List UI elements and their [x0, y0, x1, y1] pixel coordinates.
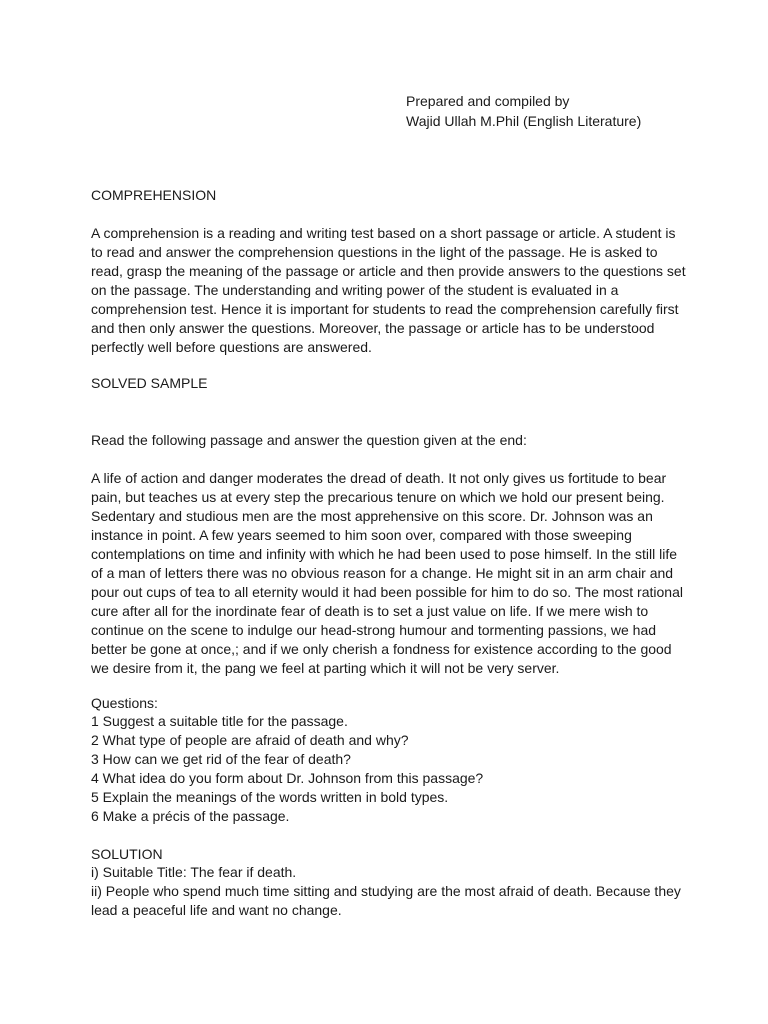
prepared-by-line: Prepared and compiled by — [406, 93, 570, 109]
questions-heading: Questions: — [91, 695, 158, 711]
paragraph-line: to read and answer the comprehension questions in the light of the passage. He is asked to — [91, 244, 658, 260]
question-item: 6 Make a précis of the passage. — [91, 808, 290, 824]
passage-line: Sedentary and studious men are the most apprehensive on this score. Dr. Johnson was an — [91, 508, 653, 524]
paragraph-line: and then only answer the questions. Moreover, the passage or article has to be understood — [91, 320, 655, 336]
solution-line: ii) People who spend much time sitting and studying are the most afraid of death. Because they — [91, 883, 681, 899]
passage-paragraph — [91, 469, 691, 678]
paragraph-line: perfectly well before questions are answered. — [91, 339, 372, 355]
solution-heading: SOLUTION — [91, 846, 163, 862]
paragraph-line: on the passage. The understanding and writing power of the student is evaluated in a — [91, 282, 619, 298]
passage-line: continue on the scene to indulge our head-strong humour and tormenting passions, we had — [91, 622, 657, 638]
passage-line: instance in point. A few years seemed to him soon over, compared with those sweeping — [91, 527, 632, 543]
paragraph-line: A comprehension is a reading and writing test based on a short passage or article. A student is — [91, 225, 676, 241]
passage-line: we desire from it, the pang we feel at parting which it will not be very server. — [91, 660, 560, 676]
question-item: 4 What idea do you form about Dr. Johnson from this passage? — [91, 770, 484, 786]
author-block — [406, 91, 641, 131]
solution-line: i) Suitable Title: The fear if death. — [91, 864, 297, 880]
passage-line: cure after all for the inordinate fear of death is to set a just value on life. If we mere wish to — [91, 603, 649, 619]
passage-line: of a man of letters there was no obvious reason for a change. He might sit in an arm chair and — [91, 565, 674, 581]
question-item: 5 Explain the meanings of the words written in bold types. — [91, 789, 449, 805]
question-item: 3 How can we get rid of the fear of death? — [91, 751, 351, 767]
passage-line: pour out cups of tea to all eternity would it had been possible for him to do so. The most rational — [91, 584, 683, 600]
passage-line: A life of action and danger moderates the dread of death. It not only gives us fortitude to bear — [91, 470, 667, 486]
paragraph-line: comprehension test. Hence it is important for students to read the comprehension carefully first — [91, 301, 679, 317]
solved-sample-heading: SOLVED SAMPLE — [91, 375, 208, 391]
author-line: Wajid Ullah M.Phil (English Literature) — [406, 113, 642, 129]
comprehension-paragraph — [91, 224, 691, 357]
question-item: 2 What type of people are afraid of death and why? — [91, 732, 409, 748]
passage-line: contemplations on time and infinity with which he had been used to pose himself. In the still life — [91, 546, 677, 562]
instruction-text: Read the following passage and answer the question given at the end: — [91, 432, 527, 448]
question-item: 1 Suggest a suitable title for the passage. — [91, 713, 348, 729]
questions-list — [91, 712, 483, 826]
passage-line: pain, but teaches us at every step the precarious tenure on which we hold our present being. — [91, 489, 665, 505]
passage-line: better be gone at once,; and if we only cherish a fondness for existence according to the good — [91, 641, 672, 657]
solution-line: lead a peaceful life and want no change. — [91, 902, 342, 918]
paragraph-line: read, grasp the meaning of the passage or article and then provide answers to the questions set — [91, 263, 686, 279]
solution-paragraph — [91, 863, 691, 920]
comprehension-heading: COMPREHENSION — [91, 187, 217, 203]
